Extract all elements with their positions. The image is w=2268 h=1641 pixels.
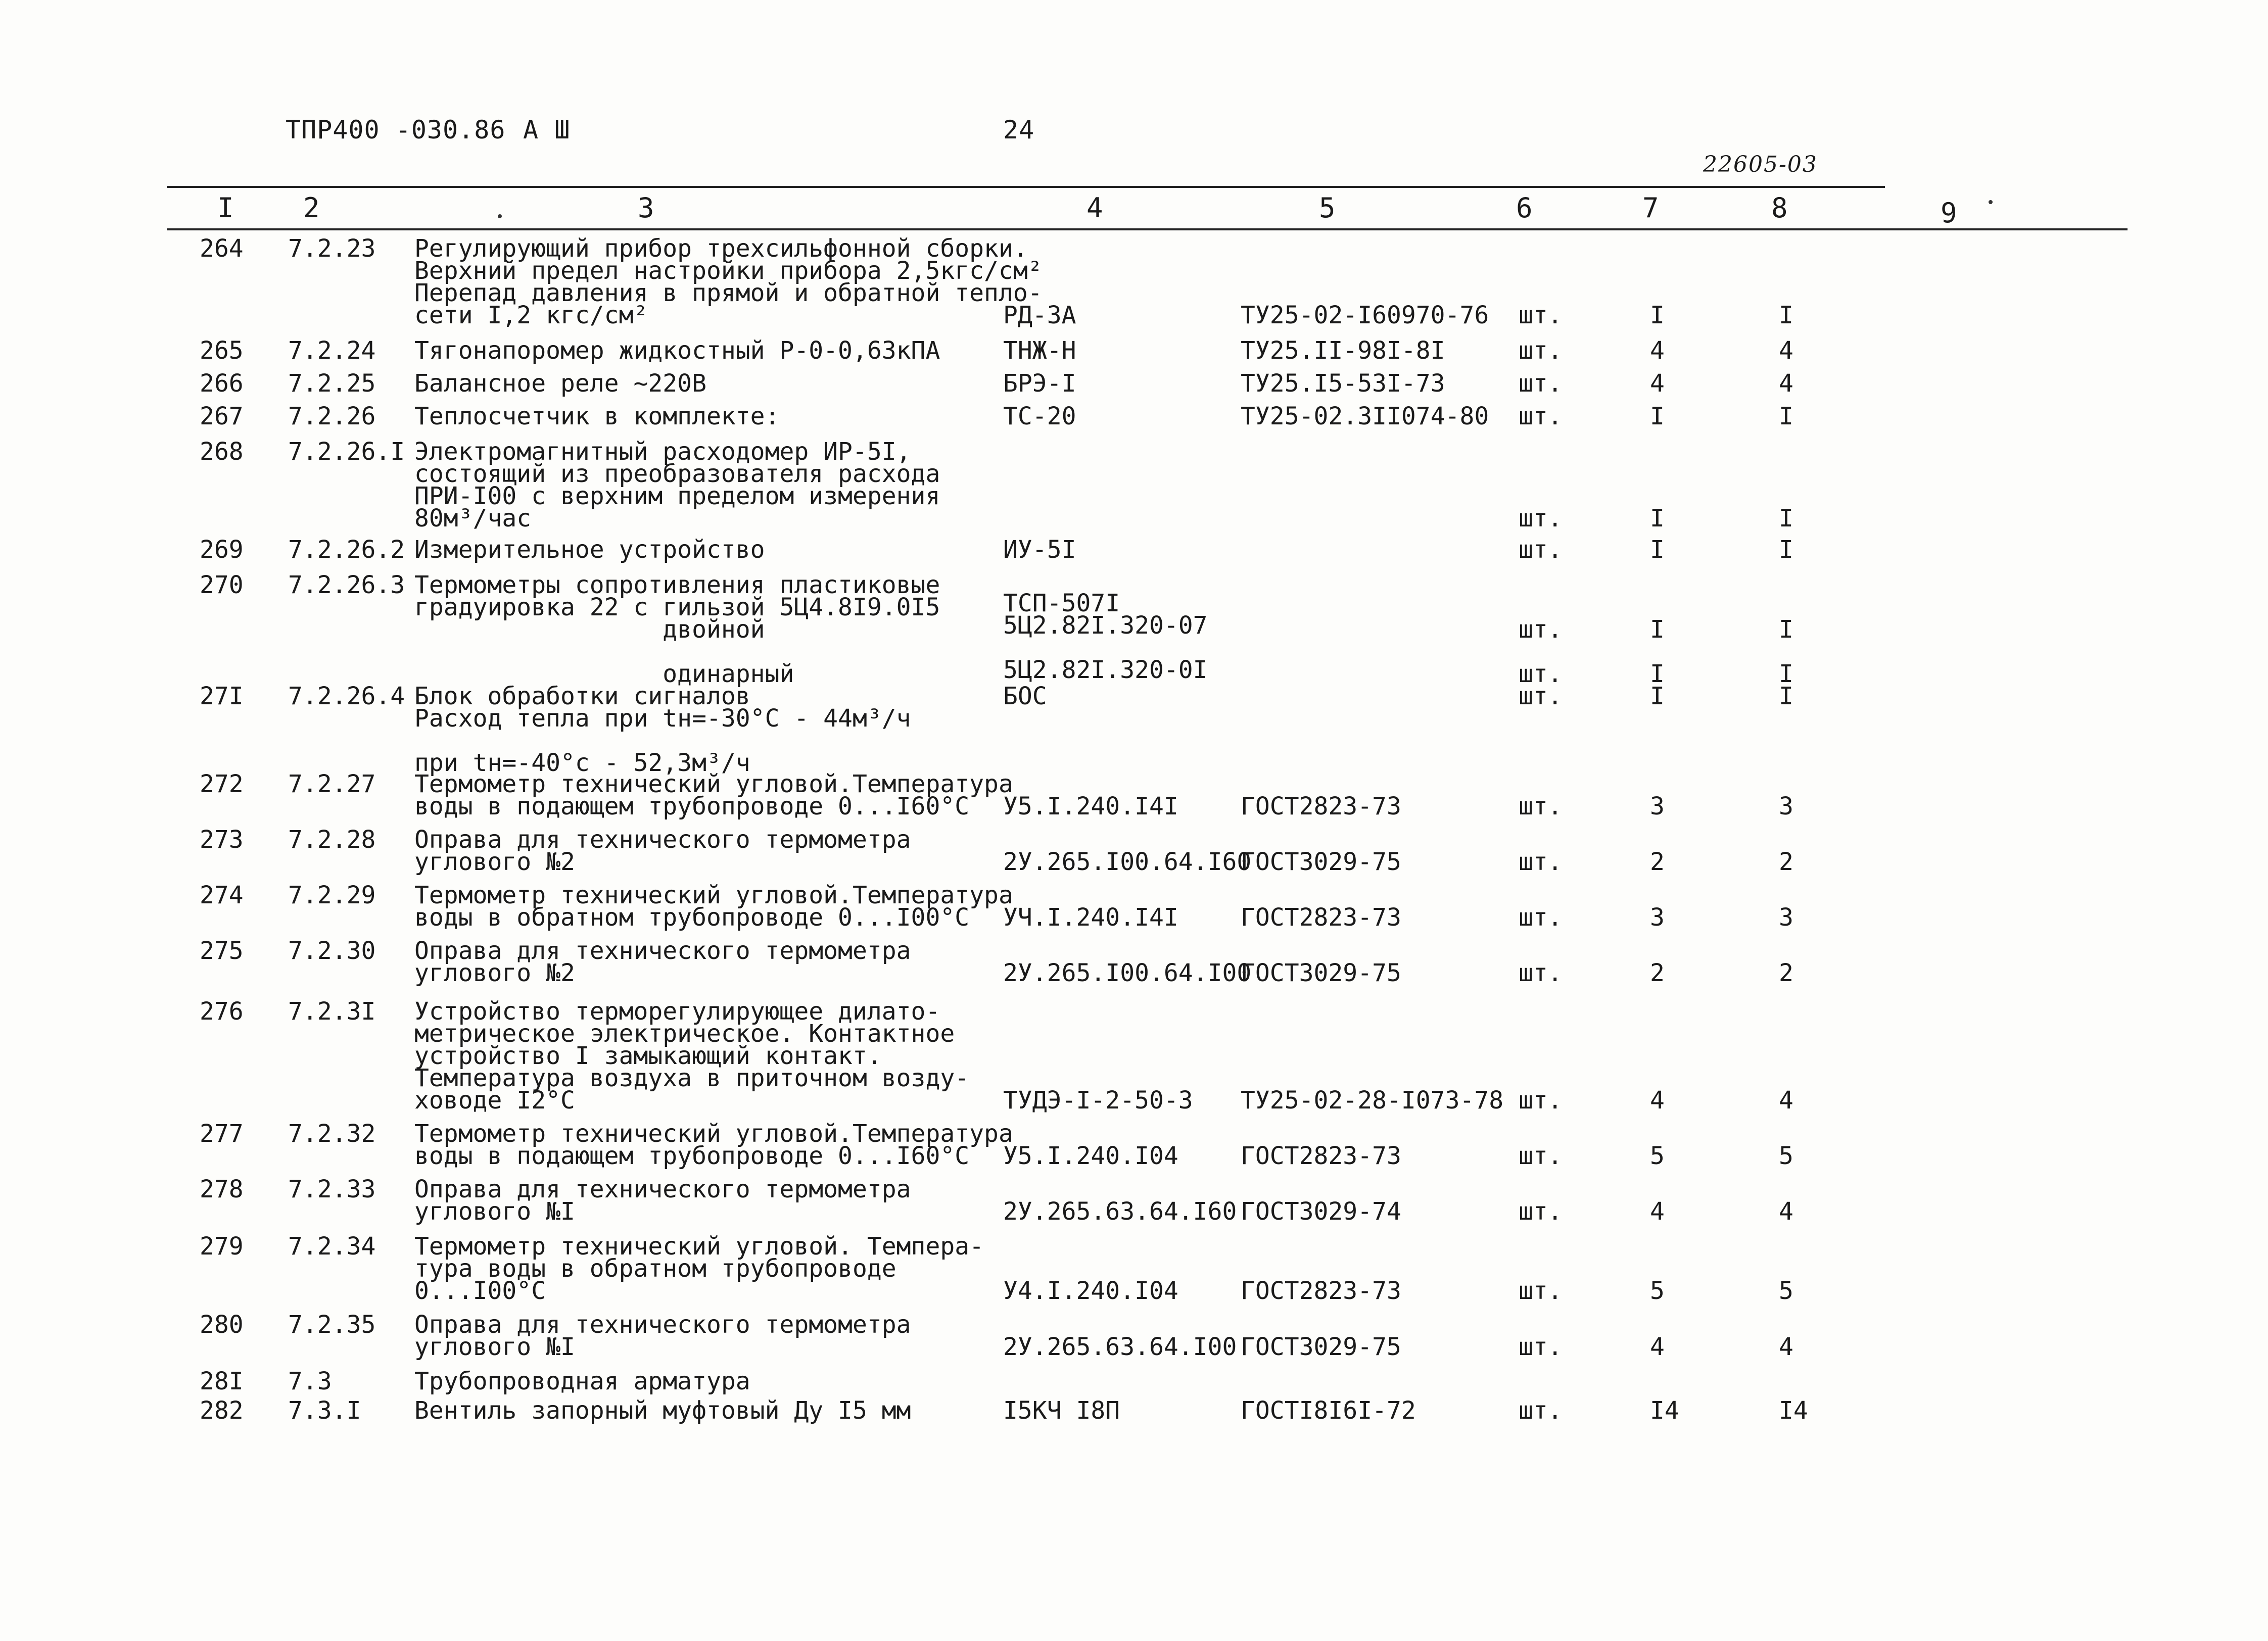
item-position: 7.2.29 xyxy=(288,881,376,909)
item-standard: ГОСТ2823-73 xyxy=(1241,1142,1401,1170)
item-standard: ГОСТ2823-73 xyxy=(1241,903,1401,932)
item-standard: ГОСТ3029-75 xyxy=(1241,1333,1401,1361)
header-rule-top xyxy=(167,186,1885,188)
column-header-7: 7 xyxy=(1642,192,1659,224)
item-position: 7.2.30 xyxy=(288,937,376,965)
item-unit: шт. xyxy=(1519,1277,1563,1305)
item-position: 7.2.26.I xyxy=(288,438,405,466)
item-unit: шт. шт. xyxy=(1519,615,1563,688)
item-position: 7.2.27 xyxy=(288,770,376,798)
row-number: 266 xyxy=(200,369,244,398)
item-standard: ГОСТ2823-73 xyxy=(1241,1277,1401,1305)
column-header-3: 3 xyxy=(638,192,654,224)
row-number: 278 xyxy=(200,1175,244,1203)
item-position: 7.3.I xyxy=(288,1396,361,1425)
item-qty-col7: 3 xyxy=(1650,903,1665,932)
item-qty-col7: 5 xyxy=(1650,1277,1665,1305)
item-type: 2У.265.I00.64.I60 xyxy=(1003,848,1252,876)
item-qty-col7: 5 xyxy=(1650,1142,1665,1170)
item-type: 2У.265.63.64.I00 xyxy=(1003,1333,1237,1361)
item-position: 7.2.23 xyxy=(288,234,376,263)
item-qty-col8: 4 xyxy=(1779,1197,1793,1226)
item-qty-col7: 3 xyxy=(1650,792,1665,820)
item-unit: шт. xyxy=(1519,1333,1563,1361)
item-qty-col8: 4 xyxy=(1779,1333,1793,1361)
item-type: У4.I.240.I04 xyxy=(1003,1277,1178,1305)
item-position: 7.2.24 xyxy=(288,336,376,365)
item-qty-col8: I xyxy=(1779,536,1793,564)
item-qty-col8: 5 xyxy=(1779,1142,1793,1170)
item-position: 7.2.26.3 xyxy=(288,571,405,599)
item-name: Измерительное устройство xyxy=(414,536,765,564)
item-qty-col7: I4 xyxy=(1650,1396,1679,1425)
column-header-2: 2 xyxy=(303,192,320,224)
item-qty-col7: 4 xyxy=(1650,336,1665,365)
row-number: 269 xyxy=(200,536,244,564)
item-type: ИУ-5I xyxy=(1003,536,1076,564)
item-qty-col8: I xyxy=(1779,682,1793,710)
item-standard: ТУ25.II-98I-8I xyxy=(1241,336,1445,365)
item-qty-col7: I xyxy=(1650,402,1665,430)
item-position: 7.2.26 xyxy=(288,402,376,430)
item-qty-col8: 4 xyxy=(1779,1086,1793,1115)
row-number: 276 xyxy=(200,997,244,1026)
column-header-4: 4 xyxy=(1086,192,1103,224)
item-qty-col7: I xyxy=(1650,301,1665,329)
item-qty-col8: I xyxy=(1779,504,1793,533)
item-qty-col8: I xyxy=(1779,402,1793,430)
item-position: 7.2.26.4 xyxy=(288,682,405,710)
item-name: Электромагнитный расходомер ИР-5I, состоящий из преобразователя расхода ПРИ-I00 с верхним пределом измерения 80м³/час xyxy=(414,438,940,533)
item-name: Балансное реле ~220В xyxy=(414,369,706,398)
item-qty-col8: 3 xyxy=(1779,792,1793,820)
item-qty-col7: 4 xyxy=(1650,369,1665,398)
column-header-8: 8 xyxy=(1771,192,1788,224)
item-qty-col7: 2 xyxy=(1650,848,1665,876)
item-position: 7.2.25 xyxy=(288,369,376,398)
header-rule-bottom xyxy=(167,228,2128,230)
item-type: БОС xyxy=(1003,682,1047,710)
item-qty-col7: I xyxy=(1650,682,1665,710)
item-position: 7.2.3I xyxy=(288,997,376,1026)
page-number: 24 xyxy=(1003,115,1035,144)
item-name: Оправа для технического термометра углового №2 xyxy=(414,826,911,876)
item-position: 7.2.34 xyxy=(288,1232,376,1261)
item-unit: шт. xyxy=(1519,1142,1563,1170)
item-type: БРЭ-I xyxy=(1003,369,1076,398)
row-number: 270 xyxy=(200,571,244,599)
item-name: Термометр технический угловой.Температура воды в обратном трубопроводе 0...I00°С xyxy=(414,881,1013,932)
item-qty-col7: I I xyxy=(1650,615,1665,688)
item-standard: ТУ25.I5-53I-73 xyxy=(1241,369,1445,398)
item-standard: ГОСТ3029-75 xyxy=(1241,848,1401,876)
item-type: ТУДЭ-I-2-50-3 xyxy=(1003,1086,1193,1115)
row-number: 267 xyxy=(200,402,244,430)
column-header-5: 5 xyxy=(1319,192,1336,224)
item-qty-col7: 4 xyxy=(1650,1197,1665,1226)
item-unit: шт. xyxy=(1519,848,1563,876)
item-position: 7.2.28 xyxy=(288,826,376,854)
item-type: 2У.265.63.64.I60 xyxy=(1003,1197,1237,1226)
item-name: Термометр технический угловой.Температура воды в подающем трубопроводе 0...I60°С xyxy=(414,1120,1013,1170)
item-name: Оправа для технического термометра углового №I xyxy=(414,1175,911,1226)
item-qty-col7: 2 xyxy=(1650,959,1665,987)
item-qty-col8: 2 xyxy=(1779,848,1793,876)
column-header-9: 9 xyxy=(1941,197,1957,229)
row-number: 279 xyxy=(200,1232,244,1261)
row-number: 273 xyxy=(200,826,244,854)
item-unit: шт. xyxy=(1519,959,1563,987)
item-unit: шт. xyxy=(1519,1197,1563,1226)
item-type: 2У.265.I00.64.I00 xyxy=(1003,959,1252,987)
item-unit: шт. xyxy=(1519,504,1563,533)
item-qty-col8: I I xyxy=(1779,615,1793,688)
item-qty-col8: I xyxy=(1779,301,1793,329)
item-qty-col7: 4 xyxy=(1650,1333,1665,1361)
item-unit: шт. xyxy=(1519,301,1563,329)
row-number: 28I xyxy=(200,1367,244,1395)
item-position: 7.2.26.2 xyxy=(288,536,405,564)
item-qty-col7: 4 xyxy=(1650,1086,1665,1115)
item-unit: шт. xyxy=(1519,1396,1563,1425)
item-unit: шт. xyxy=(1519,792,1563,820)
item-qty-col8: I4 xyxy=(1779,1396,1808,1425)
row-number: 272 xyxy=(200,770,244,798)
scan-speck xyxy=(1989,200,1993,204)
item-position: 7.2.35 xyxy=(288,1311,376,1339)
item-name: Теплосчетчик в комплекте: xyxy=(414,402,780,430)
item-standard: ТУ25-02-28-I073-78 xyxy=(1241,1086,1504,1115)
item-unit: шт. xyxy=(1519,402,1563,430)
album-label: А Ш xyxy=(523,115,571,144)
item-standard: ГОСТ3029-75 xyxy=(1241,959,1401,987)
row-number: 280 xyxy=(200,1311,244,1339)
item-type: ТС-20 xyxy=(1003,402,1076,430)
item-name: Оправа для технического термометра углового №2 xyxy=(414,937,911,987)
item-qty-col8: 4 xyxy=(1779,336,1793,365)
item-name: Трубопроводная арматура xyxy=(414,1367,750,1395)
scan-speck xyxy=(498,214,502,218)
item-unit: шт. xyxy=(1519,369,1563,398)
row-number: 282 xyxy=(200,1396,244,1425)
item-unit: шт. xyxy=(1519,903,1563,932)
item-qty-col7: I xyxy=(1650,536,1665,564)
item-type: РД-3А xyxy=(1003,301,1076,329)
item-name: Термометры сопротивления пластиковые градуировка 22 с гильзой 5Ц4.8I9.0I5 двойной одинарный xyxy=(414,571,940,688)
item-name: Устройство терморегулирующее дилато- метрическое электрическое. Контактное устройство I замыкающий контакт. Температура воздуха в приточном возду- ховоде I2°С xyxy=(414,997,970,1115)
row-number: 274 xyxy=(200,881,244,909)
item-unit: шт. xyxy=(1519,1086,1563,1115)
item-qty-col7: I xyxy=(1650,504,1665,533)
item-position: 7.2.32 xyxy=(288,1120,376,1148)
row-number: 275 xyxy=(200,937,244,965)
item-name: Блок обработки сигналов Расход тепла при tн=-30°С - 44м³/ч при tн=-40°с - 52,3м³/ч xyxy=(414,682,911,777)
item-name: Термометр технический угловой.Температура воды в подающем трубопроводе 0...I60°С xyxy=(414,770,1013,820)
item-type: ТНЖ-Н xyxy=(1003,336,1076,365)
item-qty-col8: 3 xyxy=(1779,903,1793,932)
item-standard: ГОСТ3029-74 xyxy=(1241,1197,1401,1226)
item-type: УЧ.I.240.I4I xyxy=(1003,903,1178,932)
item-qty-col8: 4 xyxy=(1779,369,1793,398)
item-unit: шт. xyxy=(1519,682,1563,710)
item-type: У5.I.240.I04 xyxy=(1003,1142,1178,1170)
item-standard: ТУ25-02.3II074-80 xyxy=(1241,402,1489,430)
item-unit: шт. xyxy=(1519,336,1563,365)
item-name: Тягонапоромер жидкостный Р-0-0,63кПА xyxy=(414,336,940,365)
item-unit: шт. xyxy=(1519,536,1563,564)
item-position: 7.3 xyxy=(288,1367,332,1395)
item-type: I5КЧ I8П xyxy=(1003,1396,1120,1425)
row-number: 277 xyxy=(200,1120,244,1148)
item-standard: ГОСТI8I6I-72 xyxy=(1241,1396,1416,1425)
row-number: 264 xyxy=(200,234,244,263)
item-standard: ГОСТ2823-73 xyxy=(1241,792,1401,820)
row-number: 265 xyxy=(200,336,244,365)
item-position: 7.2.33 xyxy=(288,1175,376,1203)
doc-code: ТПР400 -030.86 xyxy=(286,115,506,144)
item-name: Термометр технический угловой. Темпера- тура воды в обратном трубопроводе 0...I00°С xyxy=(414,1232,984,1305)
item-type: ТСП-507I 5Ц2.82I.320-07 5Ц2.82I.320-0I xyxy=(1003,589,1208,684)
item-name: Оправа для технического термометра углового №I xyxy=(414,1311,911,1361)
item-qty-col8: 2 xyxy=(1779,959,1793,987)
item-name: Регулирующий прибор трехсильфонной сборки. Верхний предел настройки прибора 2,5кгс/см² Перепад давления в прямой и обратной тепло- сети I,2 кгс/см² xyxy=(414,234,1043,329)
stamp-code: 22605-03 xyxy=(1703,152,1818,177)
item-qty-col8: 5 xyxy=(1779,1277,1793,1305)
item-name: Вентиль запорный муфтовый Ду I5 мм xyxy=(414,1396,911,1425)
row-number: 268 xyxy=(200,438,244,466)
row-number: 27I xyxy=(200,682,244,710)
column-header-1: I xyxy=(217,192,234,224)
item-standard: ТУ25-02-I60970-76 xyxy=(1241,301,1489,329)
item-type: У5.I.240.I4I xyxy=(1003,792,1178,820)
column-header-6: 6 xyxy=(1516,192,1533,224)
